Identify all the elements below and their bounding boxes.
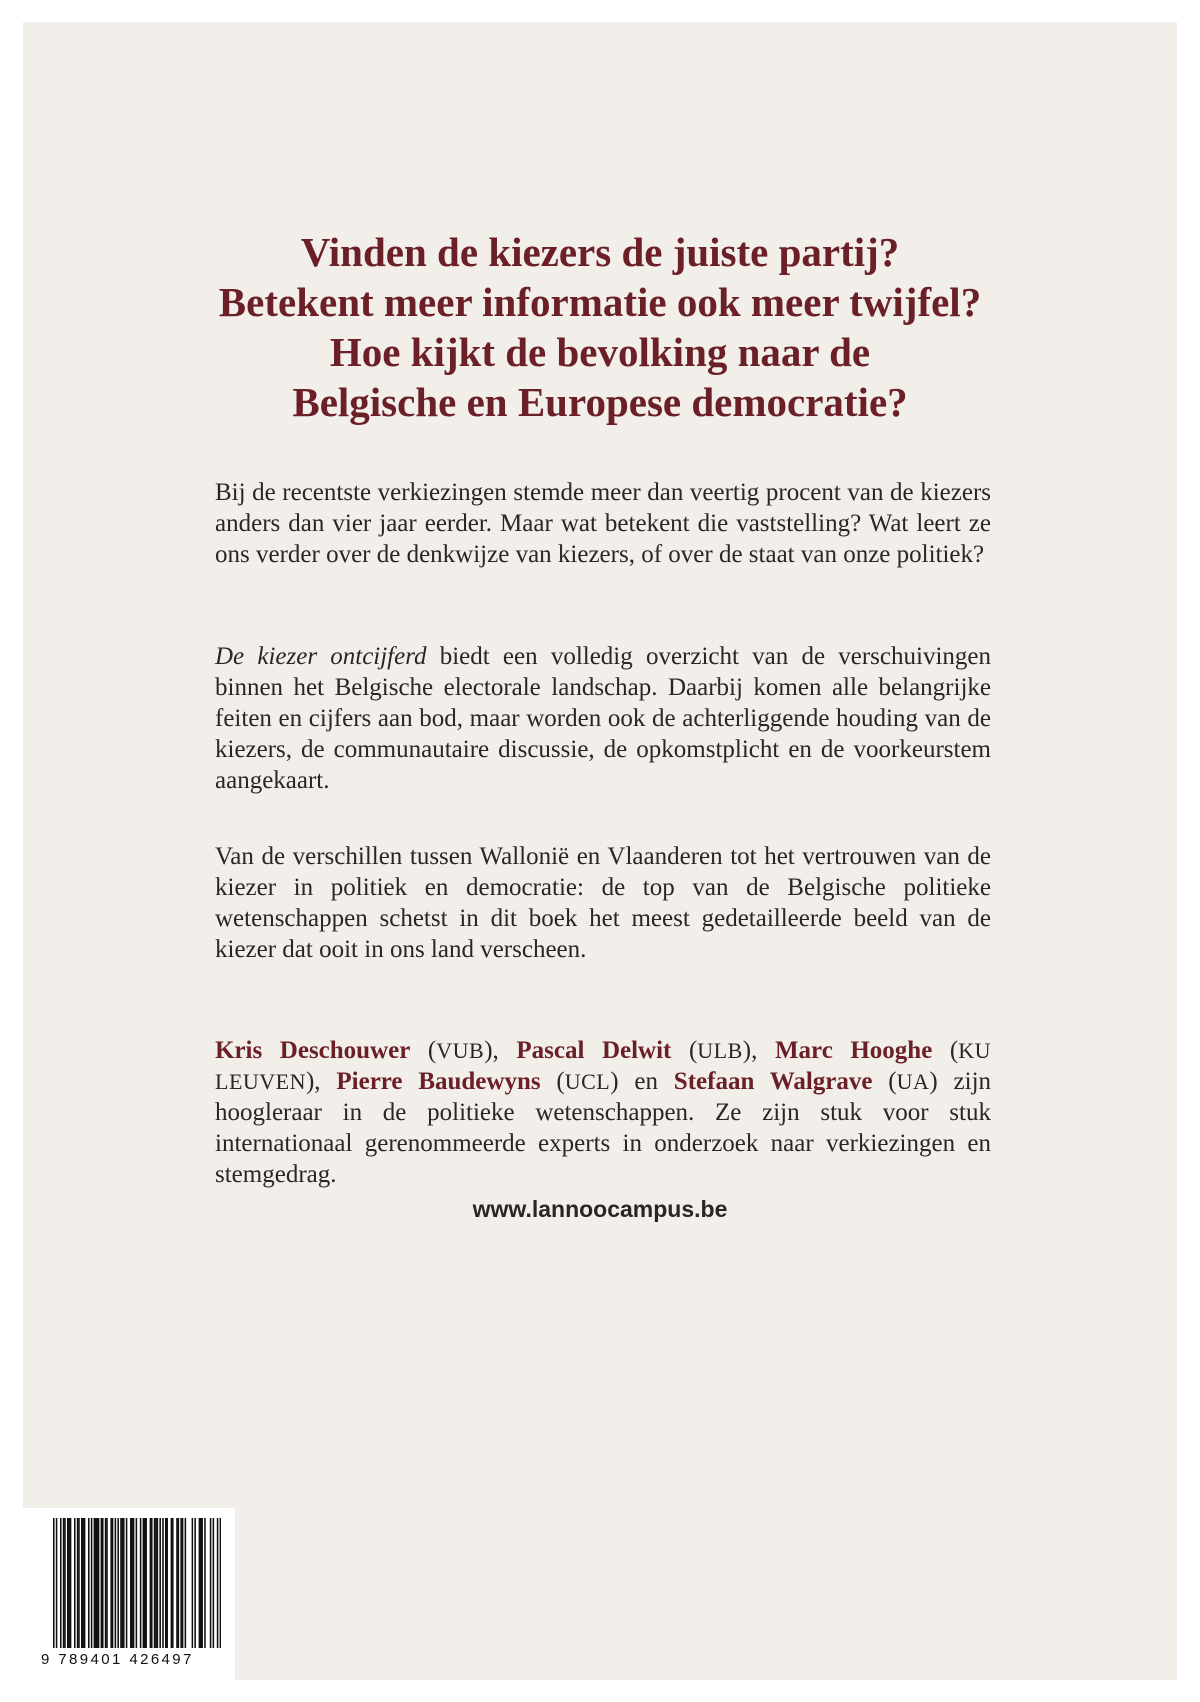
barcode-bar — [78, 1518, 80, 1648]
barcode-bar — [204, 1518, 206, 1648]
author-institution: UA — [896, 1069, 930, 1094]
headline-line-3: Hoe kijkt de bevolking naar de — [329, 329, 871, 375]
barcode-bar — [131, 1518, 133, 1648]
author-institution: VUB — [436, 1038, 485, 1063]
publisher-url[interactable]: www.lannoocampus.be — [472, 1196, 728, 1222]
barcode-bar — [176, 1518, 178, 1648]
barcode-bar — [133, 1518, 135, 1648]
barcode-bar — [60, 1518, 62, 1648]
barcode-bar — [143, 1518, 145, 1648]
barcode-bar — [115, 1518, 117, 1648]
barcode-bar — [56, 1518, 58, 1648]
headline — [23, 227, 1177, 427]
author-institution: ULB — [697, 1038, 743, 1063]
barcode-bar — [194, 1518, 196, 1648]
book-back-cover — [23, 22, 1177, 1680]
barcode-bar — [155, 1518, 157, 1648]
author-institution: UCL — [564, 1069, 611, 1094]
barcode-bars — [53, 1518, 221, 1648]
barcode-bar — [201, 1518, 203, 1648]
barcode-bar — [182, 1518, 184, 1648]
overview-text: biedt een volledig overzicht van de verschuivingen binnen het Belgische electorale landschap. Daarbij komen alle belangrijke feiten en cijfers aan bod, maar worden ook de achterliggende houding van de kiezers, de communautaire discussie, de opkomstplicht en de voorkeurstem aangekaart. — [215, 643, 991, 794]
barcode-bar — [74, 1518, 76, 1648]
author-institution: KU LEUVEN — [215, 1038, 991, 1094]
book-title: De kiezer ontcijferd — [215, 643, 427, 670]
barcode-bar — [199, 1518, 201, 1648]
barcode-bar — [144, 1518, 146, 1648]
barcode-bar — [171, 1518, 173, 1648]
authors-description: zijn hoogleraar in de politieke wetenschappen. Ze zijn stuk voor stuk internationaal gerenommeerde experts in onderzoek naar verkiezingen en stemgedrag. — [215, 1068, 992, 1188]
barcode-bar — [110, 1518, 112, 1648]
barcode-bar — [67, 1518, 69, 1648]
author-name: Kris Deschouwer — [215, 1037, 411, 1064]
summary-paragraph: Van de verschillen tussen Wallonië en Vlaanderen tot het vertrouwen van de kiezer in politiek en democratie: de top van de Belgische politieke wetenschappen schetst in dit boek het meest gedetailleerde beeld van de kiezer dat ooit in ons land verscheen. — [215, 843, 991, 963]
barcode-bar — [162, 1518, 164, 1648]
barcode-bar — [101, 1518, 103, 1648]
headline-line-1: Vinden de kiezers de juiste partij? — [300, 229, 900, 275]
barcode-bar — [123, 1518, 125, 1648]
barcode-bar — [136, 1518, 138, 1648]
barcode-bar — [200, 1518, 202, 1648]
author-name: Pierre Baudewyns — [336, 1068, 541, 1095]
barcode-bar — [217, 1518, 219, 1648]
barcode-bar — [106, 1518, 108, 1648]
barcode-bar — [105, 1518, 107, 1648]
barcode-bar — [112, 1518, 114, 1648]
headline-line-2: Betekent meer informatie ook meer twijfel? — [218, 279, 982, 325]
barcode-bar — [178, 1518, 180, 1648]
barcode-bar — [94, 1518, 96, 1648]
intro-paragraph: Bij de recentste verkiezingen stemde meer dan veertig procent van de kiezers anders dan vier jaar eerder. Maar wat betekent die vaststelling? Wat leert ze ons verder over de denkwijze van kiezers, of over de staat van onze politiek? — [215, 479, 991, 568]
barcode-bar — [185, 1518, 187, 1648]
barcode-bar — [172, 1518, 174, 1648]
barcode-bar — [63, 1518, 65, 1648]
headline-line-4: Belgische en Europese democratie? — [292, 379, 908, 425]
barcode-bar — [130, 1518, 132, 1648]
barcode-bar — [82, 1518, 84, 1648]
barcode-bar — [120, 1518, 122, 1648]
barcode-bar — [88, 1518, 90, 1648]
barcode-bar — [192, 1518, 194, 1648]
barcode-bar — [220, 1518, 221, 1648]
barcode-bar — [117, 1518, 119, 1648]
barcode-bar — [84, 1518, 86, 1648]
barcode-bar — [210, 1518, 212, 1648]
author-name: Marc Hooghe — [774, 1037, 933, 1064]
barcode-bar — [126, 1518, 128, 1648]
author-name: Stefaan Walgrave — [673, 1068, 873, 1095]
barcode-bar — [180, 1518, 182, 1648]
barcode — [23, 1508, 235, 1680]
barcode-bar — [157, 1518, 159, 1648]
isbn-number: 9 789401 426497 — [41, 1651, 194, 1668]
conjunction: en — [618, 1068, 674, 1095]
barcode-bar — [140, 1518, 142, 1648]
authors-paragraph: Kris Deschouwer (VUB), Pascal Delwit (ULB), Marc Hooghe (KU LEUVEN), Pierre Baudewyns (UCL) en Stefaan Walgrave (UA) zijn hoogleraar in de politieke wetenschappen. Ze zijn stuk voor stuk internationaal gerenommeerde experts in onderzoek naar verkiezingen en stemgedrag. — [215, 1037, 992, 1188]
barcode-bar — [96, 1518, 98, 1648]
barcode-bar — [95, 1518, 97, 1648]
barcode-bar — [81, 1518, 83, 1648]
barcode-bar — [150, 1518, 152, 1648]
barcode-bar — [64, 1518, 66, 1648]
barcode-bar — [122, 1518, 124, 1648]
author-name: Pascal Delwit — [516, 1037, 672, 1064]
barcode-bar — [70, 1518, 72, 1648]
barcode-bar — [77, 1518, 79, 1648]
barcode-bar — [166, 1518, 168, 1648]
barcode-bar — [102, 1518, 104, 1648]
barcode-bar — [98, 1518, 100, 1648]
barcode-bar — [165, 1518, 167, 1648]
barcode-bar — [145, 1518, 147, 1648]
barcode-bar — [154, 1518, 156, 1648]
barcode-bar — [159, 1518, 161, 1648]
barcode-bar — [151, 1518, 153, 1648]
overview-paragraph — [215, 641, 991, 796]
barcode-bar — [91, 1518, 93, 1648]
barcode-bar — [213, 1518, 215, 1648]
barcode-bar — [68, 1518, 70, 1648]
barcode-bar — [53, 1518, 55, 1648]
